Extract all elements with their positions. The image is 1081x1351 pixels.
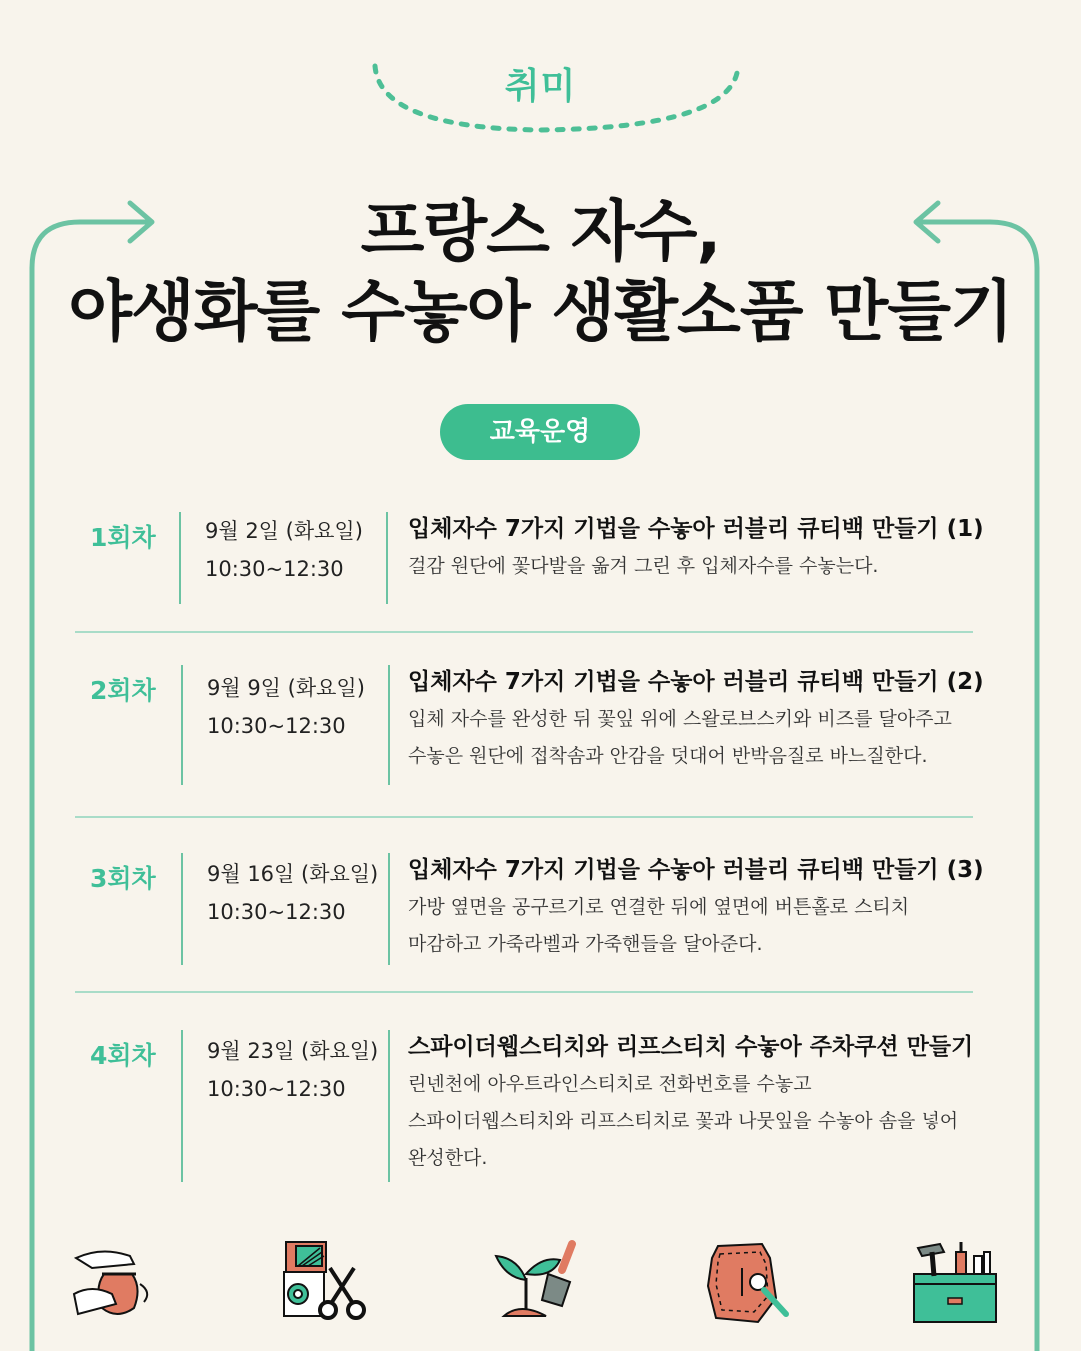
description-line: 걸감 원단에 꽃다발을 옮겨 그린 후 입체자수를 수놓는다. (408, 555, 879, 577)
session-1 (75, 512, 984, 604)
education-badge: 교육운영 (440, 404, 640, 460)
toolbox-icon (910, 1238, 1000, 1328)
session-number: 1회차 (90, 523, 156, 552)
sewing-scissors-icon (280, 1238, 370, 1328)
session-description (408, 1066, 1008, 1177)
session-2 (75, 665, 984, 785)
gardening-icon (490, 1238, 580, 1328)
session-3 (75, 853, 984, 965)
description-line: 가방 옆면을 공구르기로 연결한 뒤에 옆면에 버튼홀로 스티치 (408, 896, 910, 918)
title-line-1: 프랑스 자수, (360, 193, 721, 270)
description-line: 완성한다. (408, 1147, 488, 1169)
category-label: 취미 (504, 66, 577, 107)
divider (388, 665, 390, 785)
description-line: 스파이더웹스티치와 리프스티치로 꽃과 나뭇잎을 수놓아 솜을 넣어 (408, 1110, 959, 1132)
session-date: 9월 9일 (화요일) (207, 676, 365, 700)
session-time: 10:30~12:30 (205, 557, 344, 581)
divider (181, 1030, 183, 1182)
session-title: 입체자수 7가지 기법을 수놓아 러블리 큐티백 만들기 (1) (408, 516, 984, 542)
session-date: 9월 16일 (화요일) (207, 862, 379, 886)
divider (388, 853, 390, 965)
session-schedule (205, 512, 363, 588)
divider (386, 512, 388, 604)
session-schedule (207, 1032, 378, 1108)
session-number: 4회차 (90, 1041, 156, 1070)
session-title: 입체자수 7가지 기법을 수놓아 러블리 큐티백 만들기 (2) (408, 669, 984, 695)
session-number: 3회차 (90, 864, 156, 893)
session-description (408, 701, 1008, 775)
session-time: 10:30~12:30 (207, 900, 346, 924)
session-number: 2회차 (90, 676, 156, 705)
session-title: 스파이더웹스티치와 리프스티치 수놓아 주차쿠션 만들기 (408, 1034, 974, 1060)
session-description (408, 548, 1008, 585)
description-line: 린넨천에 아우트라인스티치로 전화번호를 수놓고 (408, 1073, 812, 1095)
description-line: 수놓은 원단에 접착솜과 안감을 덧대어 반박음질로 바느질한다. (408, 745, 928, 767)
session-schedule (207, 669, 365, 745)
divider (179, 512, 181, 604)
session-separator (75, 991, 973, 993)
session-separator (75, 631, 973, 633)
divider (388, 1030, 390, 1182)
session-schedule (207, 855, 378, 931)
divider (181, 665, 183, 785)
session-time: 10:30~12:30 (207, 714, 346, 738)
pottery-icon (72, 1238, 162, 1328)
session-separator (75, 816, 973, 818)
session-date: 9월 2일 (화요일) (205, 519, 363, 543)
session-time: 10:30~12:30 (207, 1077, 346, 1101)
session-title: 입체자수 7가지 기법을 수놓아 러블리 큐티백 만들기 (3) (408, 857, 984, 883)
session-date: 9월 23일 (화요일) (207, 1039, 379, 1063)
divider (181, 853, 183, 965)
description-line: 입체 자수를 완성한 뒤 꽃잎 위에 스왈로브스키와 비즈를 달아주고 (408, 708, 952, 730)
leather-craft-icon (702, 1238, 792, 1328)
page-title (0, 192, 1081, 352)
session-4 (75, 1030, 975, 1182)
session-description (408, 889, 1008, 963)
title-line-2: 야생화를 수놓아 생활소품 만들기 (68, 273, 1013, 350)
description-line: 마감하고 가죽라벨과 가죽핸들을 달아준다. (408, 933, 763, 955)
